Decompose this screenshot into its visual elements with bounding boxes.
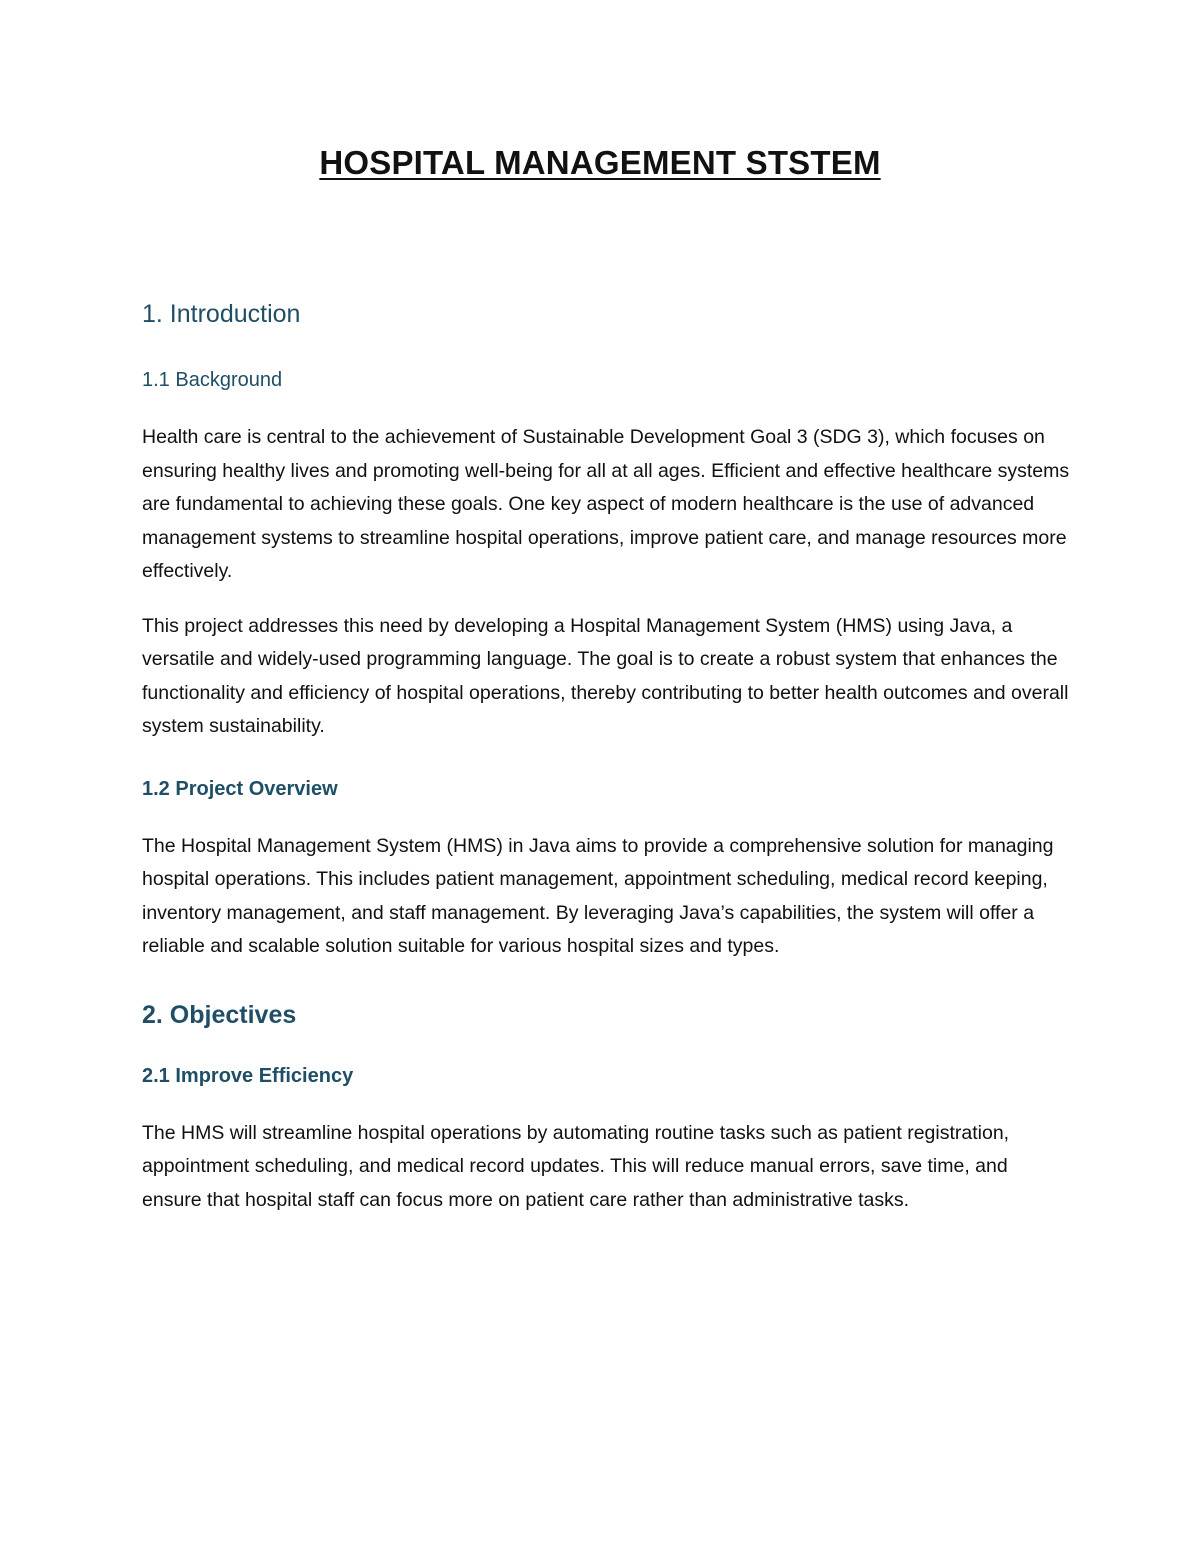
paragraph-improve-efficiency: The HMS will streamline hospital operations by automating routine tasks such as patient registration, appointment scheduling, and medical record updates. This will reduce manual errors, save time, and ensure that hospital staff can focus more on patient care rather than administrative tasks. [142, 1121, 1010, 1211]
paragraph-project-overview: The Hospital Management System (HMS) in Java aims to provide a comprehensive solution for managing hospital operations. This includes patient management, appointment scheduling, medical record keeping, inventory management, and staff management. By leveraging Java’s capabilities, the system will offer a reliable and scalable solution suitable for various hospital sizes and types. [142, 834, 1054, 957]
section-heading-objectives: 2. Objectives [142, 1000, 297, 1029]
section-heading-introduction: 1. Introduction [142, 300, 301, 328]
document-title: HOSPITAL MANAGEMENT STSTEM [319, 144, 881, 181]
subsection-heading-improve-efficiency: 2.1 Improve Efficiency [142, 1064, 354, 1087]
subsection-heading-project-overview: 1.2 Project Overview [142, 777, 338, 800]
document-body [142, 296, 1072, 1217]
paragraph-background-2: This project addresses this need by developing a Hospital Management System (HMS) using Java, a versatile and widely-used programming language. The goal is to create a robust system that enhances the functionality and efficiency of hospital operations, thereby contributing to better health outcomes and overall system sustainability. [142, 614, 1069, 737]
subsection-heading-background: 1.1 Background [142, 369, 283, 391]
paragraph-background-1: Health care is central to the achievement of Sustainable Development Goal 3 (SDG 3), which focuses on ensuring healthy lives and promoting well-being for all at all ages. Efficient and effective healthcare systems are fundamental to achieving these goals. One key aspect of modern healthcare is the use of advanced management systems to streamline hospital operations, improve patient care, and manage resources more effectively. [142, 426, 1070, 582]
